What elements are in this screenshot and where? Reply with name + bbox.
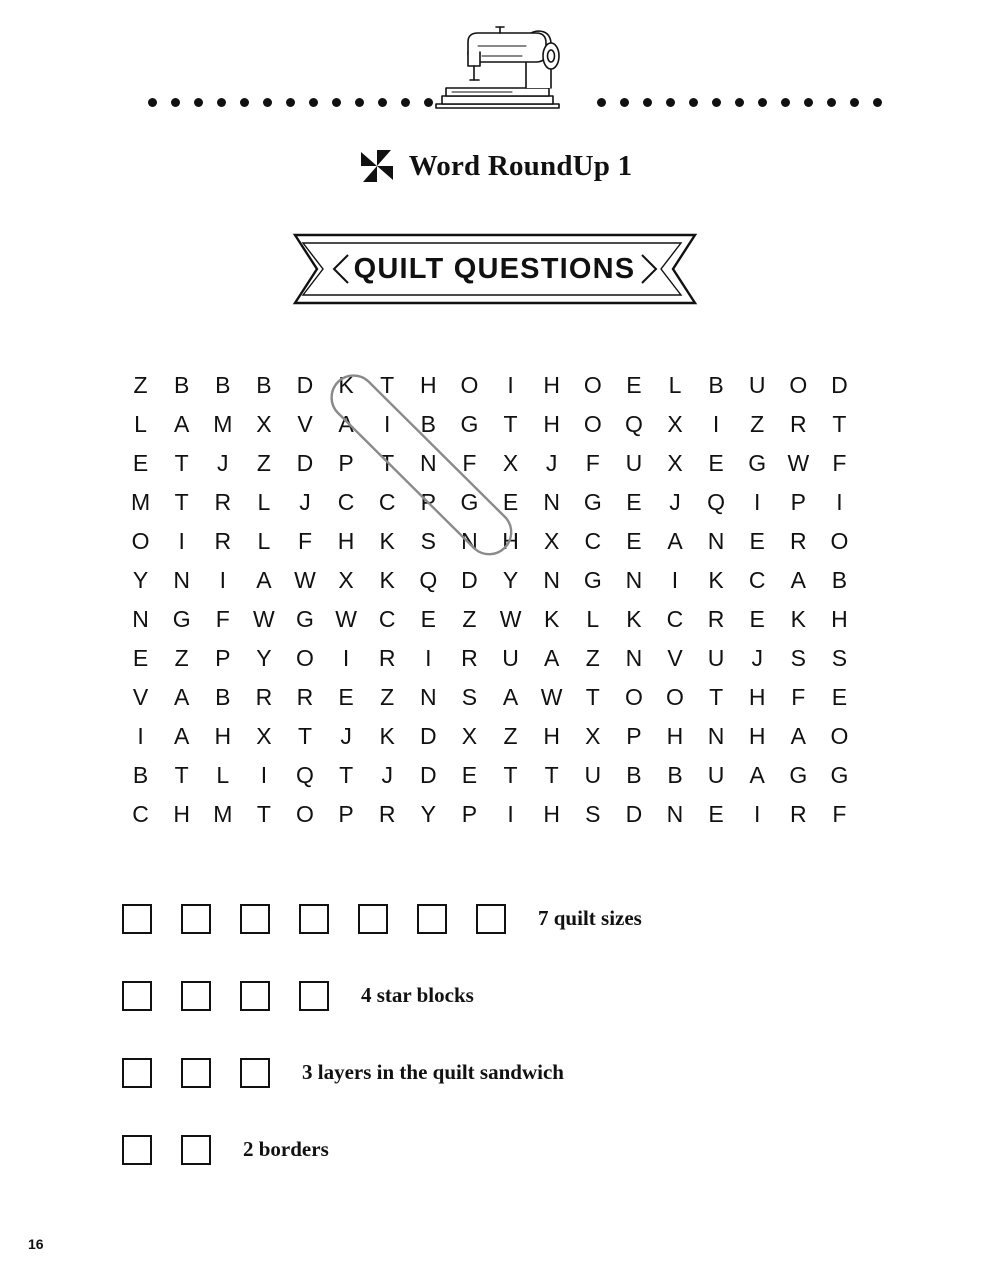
grid-letter[interactable]: S — [585, 801, 601, 827]
grid-letter[interactable]: C — [337, 489, 355, 515]
grid-letter[interactable]: P — [215, 645, 231, 671]
grid-letter[interactable]: K — [379, 528, 395, 554]
grid-letter[interactable]: I — [137, 723, 144, 749]
grid-letter[interactable]: Z — [462, 606, 477, 632]
grid-letter[interactable]: G — [789, 762, 808, 788]
grid-letter[interactable]: T — [297, 723, 313, 749]
grid-letter[interactable]: A — [338, 411, 354, 437]
clue-label: 2 borders — [243, 1137, 329, 1161]
sewing-machine-icon — [430, 22, 565, 114]
grid-letter[interactable]: V — [297, 411, 313, 437]
answer-box[interactable] — [181, 1058, 211, 1088]
answer-box[interactable] — [240, 981, 270, 1011]
grid-letter[interactable]: T — [709, 684, 724, 710]
grid-letter[interactable]: K — [626, 606, 642, 632]
grid-letter[interactable]: K — [790, 606, 806, 632]
grid-letter[interactable]: B — [708, 372, 724, 398]
grid-letter[interactable]: M — [130, 489, 151, 515]
grid-letter[interactable]: M — [213, 411, 233, 437]
grid-letter[interactable]: R — [790, 528, 807, 554]
grid-letter[interactable]: R — [214, 489, 232, 515]
dot — [240, 98, 249, 107]
dot — [620, 98, 629, 107]
grid-letter[interactable]: Z — [585, 645, 600, 671]
dot — [378, 98, 387, 107]
grid-letter[interactable]: I — [754, 489, 761, 515]
grid-letter[interactable]: D — [296, 372, 314, 398]
dot — [643, 98, 652, 107]
grid-letter[interactable]: F — [462, 450, 477, 476]
grid-letter[interactable]: T — [339, 762, 354, 788]
grid-letter[interactable]: I — [671, 567, 679, 593]
grid-letter[interactable]: O — [624, 684, 643, 710]
grid-letter[interactable]: J — [340, 723, 352, 749]
grid-letter[interactable]: H — [502, 528, 519, 554]
answer-box[interactable] — [358, 904, 388, 934]
grid-letter[interactable]: O — [296, 801, 314, 827]
answer-box[interactable] — [122, 904, 152, 934]
grid-letter[interactable]: G — [830, 762, 849, 788]
grid-letter[interactable]: A — [502, 684, 519, 710]
grid-letter[interactable]: K — [708, 567, 724, 593]
grid-letter[interactable]: U — [625, 450, 643, 476]
grid-letter[interactable]: E — [831, 684, 848, 710]
grid-letter[interactable]: X — [543, 528, 560, 554]
grid-letter[interactable]: Y — [502, 567, 519, 593]
grid-letter[interactable]: G — [748, 450, 767, 476]
grid-letter[interactable]: X — [667, 411, 683, 437]
grid-letter[interactable]: X — [256, 723, 272, 749]
grid-letter[interactable]: I — [342, 645, 350, 671]
grid-letter[interactable]: I — [260, 762, 268, 788]
grid-letter[interactable]: E — [461, 762, 478, 788]
grid-letter[interactable]: E — [502, 489, 519, 515]
grid-letter[interactable]: F — [791, 684, 806, 710]
grid-letter[interactable]: I — [712, 411, 720, 437]
grid-letter[interactable]: R — [296, 684, 314, 710]
grid-letter[interactable]: Y — [132, 567, 149, 593]
grid-letter[interactable]: W — [787, 450, 810, 476]
grid-letter[interactable]: P — [790, 489, 806, 515]
grid-letter[interactable]: Q — [296, 762, 314, 788]
grid-letter[interactable]: D — [296, 450, 314, 476]
grid-letter[interactable]: V — [667, 645, 683, 671]
grid-letter[interactable]: E — [626, 372, 642, 398]
grid-letter[interactable]: R — [790, 411, 807, 437]
answer-box[interactable] — [299, 981, 329, 1011]
clue-row — [122, 1034, 882, 1111]
grid-letter[interactable]: Y — [420, 801, 436, 827]
grid-letter[interactable]: H — [543, 801, 560, 827]
grid-letter[interactable]: R — [790, 801, 807, 827]
dot — [171, 98, 180, 107]
answer-box[interactable] — [240, 904, 270, 934]
grid-letter[interactable]: T — [503, 411, 518, 437]
grid-letter[interactable]: A — [790, 723, 806, 749]
grid-letter[interactable]: E — [708, 450, 724, 476]
grid-letter[interactable]: U — [584, 762, 602, 788]
grid-letter[interactable]: U — [502, 645, 519, 671]
grid-letter[interactable]: B — [667, 762, 683, 788]
grid-letter[interactable]: D — [420, 723, 437, 749]
grid-letter[interactable]: S — [831, 645, 848, 671]
grid-letter[interactable]: N — [420, 684, 437, 710]
grid-letter[interactable]: G — [296, 606, 314, 632]
grid-letter[interactable]: N — [625, 645, 643, 671]
grid-letter[interactable]: N — [543, 489, 560, 515]
grid-letter[interactable]: O — [789, 372, 808, 398]
dot — [873, 98, 882, 107]
grid-letter[interactable]: O — [830, 723, 849, 749]
grid-letter[interactable]: J — [299, 489, 311, 515]
section-banner — [0, 232, 989, 306]
grid-letter[interactable]: L — [668, 372, 682, 398]
grid-letter[interactable]: G — [172, 606, 191, 632]
page-header — [0, 0, 989, 130]
dot — [850, 98, 859, 107]
grid-letter[interactable]: Q — [419, 567, 438, 593]
grid-letter[interactable]: H — [337, 528, 355, 554]
grid-letter[interactable]: T — [585, 684, 600, 710]
grid-letter[interactable]: A — [543, 645, 560, 671]
grid-letter[interactable]: N — [132, 606, 149, 632]
dot — [286, 98, 295, 107]
grid-letter[interactable]: H — [543, 723, 560, 749]
grid-letter[interactable]: B — [420, 411, 436, 437]
grid-letter[interactable]: E — [338, 684, 354, 710]
grid-letter[interactable]: O — [583, 372, 602, 398]
dot — [804, 98, 813, 107]
grid-letter[interactable]: Z — [503, 723, 518, 749]
grid-letter[interactable]: Q — [624, 411, 643, 437]
grid-letter[interactable]: W — [294, 567, 316, 593]
grid-letter[interactable]: R — [707, 606, 725, 632]
grid-letter[interactable]: K — [338, 372, 354, 398]
grid-letter[interactable]: M — [213, 801, 233, 827]
grid-letter[interactable]: N — [707, 528, 725, 554]
grid-letter[interactable]: B — [256, 372, 272, 398]
grid-letter[interactable]: R — [214, 528, 232, 554]
dot — [758, 98, 767, 107]
grid-letter[interactable]: A — [790, 567, 806, 593]
grid-letter[interactable]: T — [380, 372, 395, 398]
grid-letter[interactable]: B — [626, 762, 642, 788]
grid-letter[interactable]: A — [173, 411, 190, 437]
grid-letter[interactable]: A — [256, 567, 272, 593]
page-title-text: Word RoundUp 1 — [408, 149, 633, 182]
dot — [217, 98, 226, 107]
grid-letter[interactable]: T — [174, 489, 189, 515]
grid-letter[interactable]: D — [831, 372, 848, 398]
dot — [194, 98, 203, 107]
grid-letter[interactable]: D — [625, 801, 643, 827]
grid-letter[interactable]: X — [667, 450, 683, 476]
word-search-grid[interactable] — [120, 366, 860, 834]
clue-row — [122, 880, 882, 957]
grid-letter[interactable]: P — [338, 450, 354, 476]
grid-letter[interactable]: N — [543, 567, 560, 593]
grid-letter[interactable]: H — [420, 372, 437, 398]
dot — [309, 98, 318, 107]
grid-letter[interactable]: E — [749, 606, 765, 632]
grid-letter[interactable]: F — [832, 450, 847, 476]
dot — [827, 98, 836, 107]
grid-letter[interactable]: J — [545, 450, 558, 476]
grid-letter[interactable]: H — [831, 606, 848, 632]
dot — [712, 98, 721, 107]
grid-letter[interactable]: U — [707, 762, 725, 788]
grid-letter[interactable]: Z — [174, 645, 189, 671]
grid-letter[interactable]: N — [625, 567, 643, 593]
grid-letter[interactable]: O — [460, 372, 479, 398]
grid-letter[interactable]: J — [381, 762, 393, 788]
grid-letter[interactable]: K — [379, 567, 395, 593]
grid-letter[interactable]: K — [379, 723, 395, 749]
grid-letter[interactable]: T — [174, 762, 189, 788]
grid-letter[interactable]: E — [749, 528, 765, 554]
grid-letter[interactable]: O — [830, 528, 849, 554]
dot — [781, 98, 790, 107]
grid-letter[interactable]: C — [584, 528, 602, 554]
grid-letter[interactable]: A — [173, 684, 190, 710]
answer-box[interactable] — [122, 1058, 152, 1088]
grid-letter[interactable]: I — [384, 411, 391, 437]
grid-letter[interactable]: O — [296, 645, 314, 671]
grid-letter[interactable]: I — [754, 801, 761, 827]
grid-letter[interactable]: F — [585, 450, 600, 476]
grid-letter[interactable]: H — [214, 723, 232, 749]
grid-letter[interactable]: J — [669, 489, 681, 515]
grid-letter[interactable]: D — [461, 567, 478, 593]
grid-letter[interactable]: C — [378, 489, 396, 515]
grid-letter[interactable]: T — [256, 801, 271, 827]
grid-letter[interactable]: J — [217, 450, 229, 476]
grid-letter[interactable]: H — [543, 411, 560, 437]
grid-letter[interactable]: E — [132, 450, 149, 476]
answer-box[interactable] — [122, 981, 152, 1011]
grid-letter[interactable]: R — [378, 801, 396, 827]
grid-letter[interactable]: L — [257, 489, 271, 515]
grid-letter[interactable]: S — [420, 528, 436, 554]
grid-letter[interactable]: T — [380, 450, 395, 476]
grid-letter[interactable]: L — [586, 606, 600, 632]
grid-letter[interactable]: Q — [707, 489, 726, 515]
grid-letter[interactable]: Z — [133, 372, 148, 398]
answer-box[interactable] — [240, 1058, 270, 1088]
clue-label: 3 layers in the quilt sandwich — [302, 1060, 564, 1084]
grid-letter[interactable]: H — [666, 723, 684, 749]
grid-letter[interactable]: J — [751, 645, 763, 671]
clue-row — [122, 957, 882, 1034]
grid-letter[interactable]: E — [626, 528, 642, 554]
clue-row — [122, 1111, 882, 1188]
grid-letter[interactable]: B — [173, 372, 190, 398]
clue-label: 7 quilt sizes — [538, 906, 642, 930]
grid-letter[interactable]: N — [173, 567, 190, 593]
grid-letter[interactable]: U — [707, 645, 725, 671]
answer-box[interactable] — [181, 904, 211, 934]
grid-letter[interactable]: F — [832, 801, 847, 827]
page-number: 16 — [28, 1236, 44, 1252]
grid-letter[interactable]: X — [256, 411, 272, 437]
grid-letter[interactable]: X — [461, 723, 478, 749]
answer-box[interactable] — [476, 904, 506, 934]
grid-letter[interactable]: I — [836, 489, 843, 515]
dot — [689, 98, 698, 107]
dot — [666, 98, 675, 107]
grid-letter[interactable]: G — [460, 489, 479, 515]
grid-letter[interactable]: C — [666, 606, 684, 632]
grid-letter[interactable]: O — [666, 684, 684, 710]
dot-rule-left — [148, 98, 433, 107]
grid-letter[interactable]: S — [461, 684, 478, 710]
grid-letter[interactable]: H — [543, 372, 560, 398]
grid-letter[interactable]: B — [215, 684, 231, 710]
grid-letter[interactable]: Z — [750, 411, 765, 437]
grid-letter[interactable]: P — [461, 801, 478, 827]
grid-letter[interactable]: T — [174, 450, 189, 476]
grid-letter[interactable]: I — [219, 567, 226, 593]
dot — [148, 98, 157, 107]
answer-box[interactable] — [299, 904, 329, 934]
dot-rule-right — [597, 98, 882, 107]
grid-letter[interactable]: R — [378, 645, 396, 671]
grid-letter[interactable]: C — [132, 801, 149, 827]
grid-letter[interactable]: W — [335, 606, 357, 632]
grid-letter[interactable]: S — [790, 645, 806, 671]
answer-box[interactable] — [122, 1135, 152, 1165]
grid-letter[interactable]: F — [297, 528, 313, 554]
grid-letter[interactable]: C — [748, 567, 766, 593]
grid-letter[interactable]: I — [507, 372, 514, 398]
grid-letter[interactable]: R — [461, 645, 478, 671]
pinwheel-icon — [357, 146, 397, 186]
grid-letter[interactable]: T — [544, 762, 559, 788]
answer-box[interactable] — [181, 981, 211, 1011]
grid-letter[interactable]: X — [502, 450, 519, 476]
grid-letter[interactable]: X — [585, 723, 601, 749]
grid-letter[interactable]: T — [503, 762, 518, 788]
grid-letter[interactable]: E — [132, 645, 149, 671]
grid-letter[interactable]: I — [178, 528, 185, 554]
grid-letter[interactable]: X — [338, 567, 354, 593]
grid-letter[interactable]: E — [420, 606, 436, 632]
page-title — [0, 146, 989, 186]
grid-letter[interactable]: N — [707, 723, 725, 749]
grid-letter[interactable]: N — [461, 528, 478, 554]
answer-box[interactable] — [417, 904, 447, 934]
dot — [597, 98, 606, 107]
grid-letter[interactable]: Y — [256, 645, 272, 671]
clue-list — [122, 880, 882, 1188]
grid-letter[interactable]: L — [216, 762, 230, 788]
grid-letter[interactable]: I — [425, 645, 432, 671]
grid-letter[interactable]: T — [832, 411, 847, 437]
grid-letter[interactable]: U — [748, 372, 766, 398]
dot — [735, 98, 744, 107]
banner-title: QUILT QUESTIONS — [353, 252, 636, 285]
grid-letter[interactable]: I — [507, 801, 514, 827]
grid-letter[interactable]: E — [626, 489, 642, 515]
dot — [401, 98, 410, 107]
grid-letter[interactable]: Z — [380, 684, 395, 710]
grid-letter[interactable]: O — [583, 411, 602, 437]
grid-letter[interactable]: B — [215, 372, 231, 398]
grid-letter[interactable]: D — [420, 762, 437, 788]
grid-letter[interactable]: O — [131, 528, 150, 554]
grid-letter[interactable]: G — [460, 411, 479, 437]
answer-box[interactable] — [181, 1135, 211, 1165]
grid-letter[interactable]: L — [134, 411, 147, 437]
grid-letter[interactable]: C — [378, 606, 396, 632]
grid-letter[interactable]: Z — [256, 450, 271, 476]
clue-label: 4 star blocks — [361, 983, 474, 1007]
dot — [355, 98, 364, 107]
grid-letter[interactable]: N — [420, 450, 437, 476]
grid-letter[interactable]: A — [749, 762, 765, 788]
grid-letter[interactable]: F — [215, 606, 230, 632]
grid-letter[interactable]: N — [666, 801, 684, 827]
grid-letter[interactable]: H — [173, 801, 190, 827]
grid-letter[interactable]: V — [132, 684, 149, 710]
grid-letter[interactable]: G — [583, 489, 602, 515]
dot — [332, 98, 341, 107]
grid-letter[interactable]: P — [338, 801, 354, 827]
grid-letter[interactable]: K — [543, 606, 560, 632]
dot — [263, 98, 272, 107]
grid-letter[interactable]: R — [255, 684, 273, 710]
grid-letter[interactable]: P — [626, 723, 642, 749]
grid-letter[interactable]: H — [748, 684, 766, 710]
grid-letter[interactable]: L — [257, 528, 271, 554]
grid-letter[interactable]: B — [132, 762, 149, 788]
grid-letter[interactable]: A — [173, 723, 190, 749]
grid-letter[interactable]: W — [540, 684, 563, 710]
grid-letter[interactable]: P — [420, 489, 436, 515]
grid-letter[interactable]: W — [253, 606, 275, 632]
grid-letter[interactable]: G — [583, 567, 602, 593]
grid-letter[interactable]: A — [667, 528, 683, 554]
grid-letter[interactable]: H — [748, 723, 766, 749]
grid-letter[interactable]: B — [831, 567, 848, 593]
grid-letter[interactable]: W — [499, 606, 522, 632]
grid-letter[interactable]: E — [708, 801, 724, 827]
